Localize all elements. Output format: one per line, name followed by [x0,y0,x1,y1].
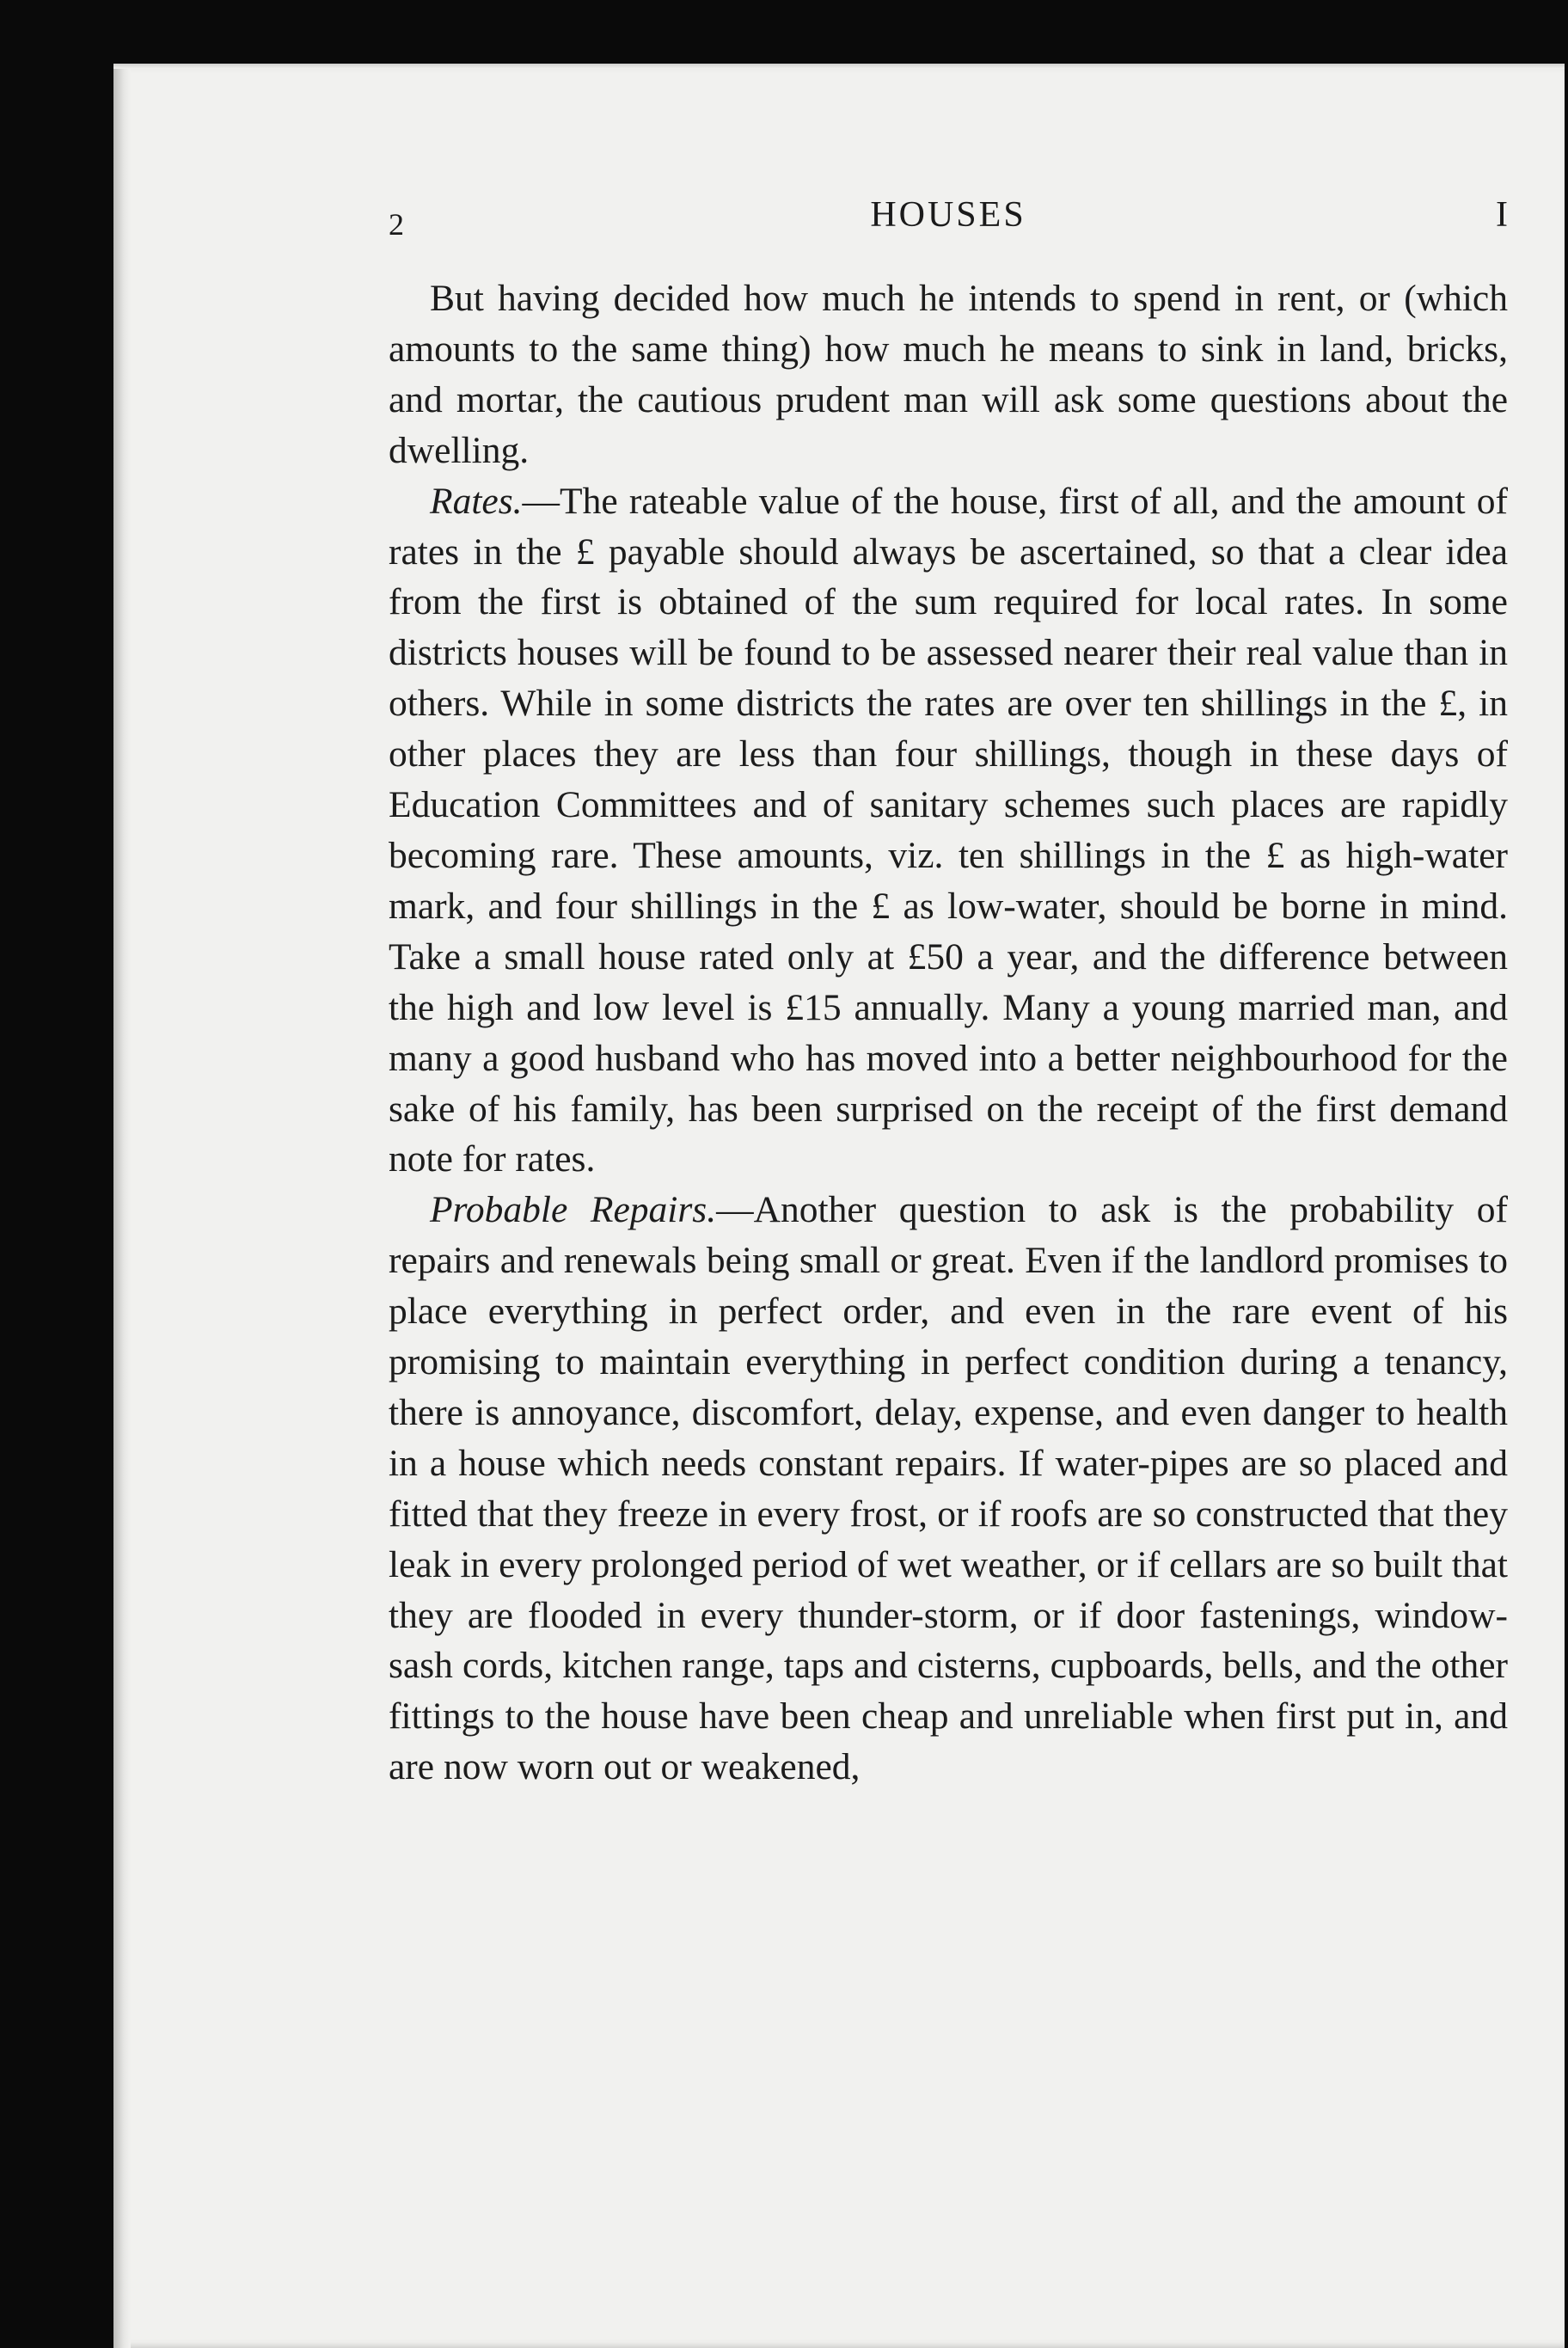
paragraph-repairs [389,1185,1508,1793]
paragraph-rates [389,476,1508,1186]
paragraph-intro [389,273,1508,476]
side-heading-rates: Rates. [430,480,523,522]
chapter-number: I [1496,195,1508,235]
paragraph-repairs-text: —Another question to ask is the probability of repairs and renewals being small or great. Even if the landlord promises to place everything in perfect order, and even in the rare event of his promising to maintain everything in perfect condition during a tenancy, there is annoyance, discomfort, delay, expense, and even danger to health in a house which needs constant repairs. If water-pipes are so placed and fitted that they freeze in every frost, or if roofs are so constructed that they leak in every prolonged period of wet weather, or if cellars are so built that they are flooded in every thunder-storm, or if door fastenings, window-sash cords, kitchen range, taps and cisterns, cupboards, bells, and the other fittings to the house have been cheap and unreliable when first put in, and are now worn out or weakened, [389,1189,1508,1788]
paragraph-rates-text: —The rateable value of the house, first of all, and the amount of rates in the £ payable should always be ascertained, so that a clear idea from the first is obtained of the sum required for local rates. In some districts houses will be found to be assessed nearer their real value than in others. While in some districts the rates are over ten shillings in the £, in other places they are less than four shillings, though in these days of Education Committees and of sanitary schemes such places are rapidly becoming rare. These amounts, viz. ten shillings in the £ as high-water mark, and four shillings in the £ as low-water, should be borne in mind. Take a small house rated only at £50 a year, and the difference between the high and low level is £15 annually. Many a young married man, and many a good husband who has moved into a better neighbourhood for the sake of his family, has been surprised on the receipt of the first demand note for rates. [389,480,1508,1180]
side-heading-repairs: Probable Repairs. [430,1189,717,1231]
body-text [389,273,1508,1793]
paragraph-intro-text: But having decided how much he intends to spend in rent, or (which amounts to the same thing) how much he means to sink in land, bricks, and mortar, the cautious prudent man will ask some questions about the dwelling. [389,278,1508,471]
running-title: HOUSES [870,195,1026,235]
page-binding-shadow [113,64,131,2348]
page-number: 2 [389,207,404,242]
running-head [389,191,1508,242]
page-top-edge [113,64,1565,69]
